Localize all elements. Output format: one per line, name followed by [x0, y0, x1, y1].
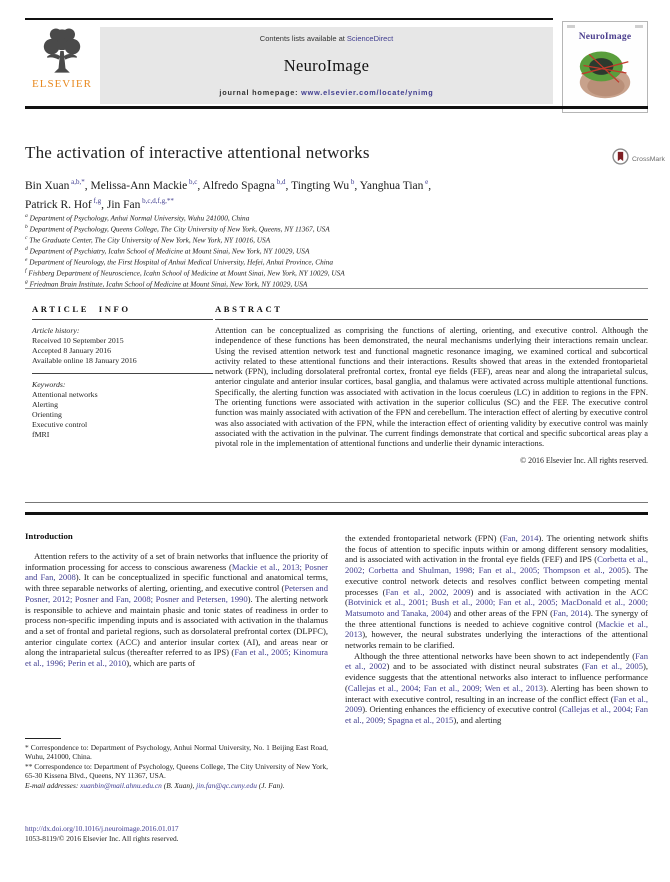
- divider: [32, 319, 213, 320]
- citation-link[interactable]: Fan et al., 2005: [584, 661, 643, 672]
- list-line: Accepted 8 January 2016: [32, 346, 112, 355]
- intro-paragraph-left: [25, 551, 328, 669]
- article-info-column: [32, 304, 213, 440]
- section-heading-introduction: Introduction: [25, 531, 73, 541]
- email-link[interactable]: jin.fan@qc.cuny.edu: [196, 780, 257, 790]
- list-line: Orienting: [32, 410, 62, 419]
- journal-banner: [100, 27, 553, 104]
- correspondence-footnote-2: ** Correspondence to: Department of Psychology, Queens College, The City University of New York, 65-30 Kissena Blvd., Queens, NY 11367, USA.: [25, 761, 328, 781]
- text-segment: ). The orienting network shifts the focus of attention to specific inputs within or among different sensory modalities, and is associated with activation in the frontal eye fields (FEF) and IPS (: [345, 533, 648, 565]
- divider: [25, 502, 648, 503]
- author-affiliation-sup[interactable]: e: [423, 178, 429, 186]
- affiliation: $^g$ Friedman Brain Institute, Icahn School of Medicine at Mount Sinai, New York, NY 10029, USA: [25, 278, 308, 288]
- text-segment: ). The synergy of the three attentional functions is needed to achieve cognitive control (: [345, 607, 649, 629]
- article-info-heading: ARTICLE INFO: [32, 304, 131, 314]
- email-label: E-mail addresses:: [25, 780, 81, 790]
- citation-link[interactable]: Fan et al., 2005; Kinomura et al., 1996; Perin et al., 2010: [25, 647, 328, 669]
- author-affiliation-sup[interactable]: b,c: [187, 178, 198, 186]
- affiliation: $^d$ Department of Psychiatry, Icahn School of Medicine at Mount Sinai, New York, NY 10029, USA: [25, 245, 310, 256]
- text-segment: ). It can be conceptualized in specific functional and anatomical terms, with three separable networks of alerting, orienting, and executive control (: [25, 572, 328, 594]
- text-segment: ). Alerting has been shown to interact with executive control, resulting in an increase of the conflict effect (: [345, 682, 648, 704]
- article-title: The activation of interactive attentional networks: [25, 143, 370, 162]
- cover-decoration: [635, 25, 643, 28]
- email-link[interactable]: xuanbin@mail.ahnu.edu.cn: [80, 780, 162, 790]
- citation-link[interactable]: Mackie et al., 2013; Posner and Fan, 2008: [25, 561, 328, 583]
- list-line: Attentional networks: [32, 390, 98, 399]
- citation-link[interactable]: Petersen and Posner, 2012; Posner and Fan, 2008; Posner and Petersen, 1990: [25, 583, 328, 604]
- body-right-column: [345, 533, 648, 726]
- divider: [25, 288, 648, 289]
- cover-journal-title: NeuroImage: [578, 32, 632, 42]
- affiliation: $^e$ Department of Neurology, the First Hospital of Anhui Medical University, Hefei, Anhui Province, China: [25, 256, 334, 267]
- crossmark-badge[interactable]: [612, 148, 668, 170]
- author-affiliation-sup[interactable]: a,b,*: [69, 178, 85, 186]
- intro-paragraph-right-2: [345, 651, 648, 726]
- article-history-label: Article history:: [32, 326, 80, 335]
- keywords-block: [32, 380, 213, 440]
- author-name: Bin Xuan: [25, 179, 70, 192]
- abstract-copyright: © 2016 Elsevier Inc. All rights reserved.: [520, 455, 648, 465]
- journal-cover-thumbnail[interactable]: [562, 21, 648, 113]
- text-segment: ). The alerting network is responsible to achieve and maintain phasic and tonic states of readiness in order to process non-specific impending inputs and is associated with activation in the thalamus and a set of frontal and parietal regions, such as dorsolateral prefrontal cortex (DLPFC), anterior cingulate cortex (ACC) and anterior insular cortex (AI), and areas near or along the intraparietal sulcus (thereafter referred to as IPS) (: [25, 593, 328, 658]
- author-name: Jin Fan: [106, 198, 141, 211]
- author-name: Yanghua Tian: [359, 179, 424, 192]
- contents-prefix: Contents lists available at: [259, 34, 347, 43]
- author-name: Patrick R. Hof: [25, 198, 92, 211]
- cover-decoration: [567, 25, 575, 28]
- doi-link[interactable]: http://dx.doi.org/10.1016/j.neuroimage.2016.01.017: [25, 824, 179, 833]
- author-name: Tingting Wu: [291, 179, 350, 192]
- citation-link[interactable]: Fan, 2014: [553, 607, 588, 618]
- text-segment: ), evidence suggests that the attentional networks also interact to influence performance (: [345, 661, 649, 693]
- divider: [215, 319, 648, 320]
- text-segment: the extended frontoparietal network (FPN) (: [345, 533, 503, 543]
- abstract-column: [215, 304, 648, 465]
- email-line: E-mail addresses: xuanbin@mail.ahnu.edu.cn (B. Xuan), jin.fan@qc.cuny.edu (J. Fan).: [25, 780, 285, 790]
- list-line: Executive control: [32, 420, 88, 429]
- list-line: Alerting: [32, 400, 58, 409]
- sciencedirect-link[interactable]: ScienceDirect: [346, 34, 394, 43]
- list-line: Received 10 September 2015: [32, 336, 124, 345]
- citation-link[interactable]: Callejas et al., 2004; Fan et al., 2009; Spagna et al., 2015: [345, 704, 648, 725]
- affiliation: $^a$ Department of Psychology, Anhui Normal University, Wuhu 241000, China: [25, 213, 250, 223]
- crossmark-label: CrossMark: [632, 155, 665, 163]
- author-affiliation-sup[interactable]: b,c,d,f,g,**: [140, 196, 174, 205]
- divider: [25, 512, 648, 515]
- brain-cover-image: [572, 88, 638, 105]
- author-name: Melissa-Ann Mackie: [90, 179, 188, 192]
- affiliation: $^f$ Fishberg Department of Neuroscience, Icahn School of Medicine at Mount Sinai, New York, NY 10029, USA: [25, 267, 345, 278]
- text-segment: ), and alerting: [453, 714, 502, 725]
- journal-homepage-link[interactable]: www.elsevier.com/locate/ynimg: [301, 88, 434, 97]
- text-segment: ). The executive control network detects and resolves conflict between competing mental processes (: [345, 565, 648, 597]
- page-footer: [25, 824, 179, 844]
- affiliation-list: [25, 212, 625, 288]
- article-history-lines: [32, 336, 213, 366]
- issn-copyright-line: 1053-8119/© 2016 Elsevier Inc. All rights reserved.: [25, 834, 179, 843]
- journal-name: NeuroImage: [283, 55, 370, 75]
- citation-link[interactable]: Callejas et al., 2004; Fan et al., 2009; Wen et al., 2013: [347, 682, 544, 693]
- citation-link[interactable]: Fan et al., 2002, 2009: [385, 586, 471, 597]
- correspondence-footnote-1: * Correspondence to: Department of Psychology, Anhui Normal University, No. 1 Beijing East Road, Wuhu, 241000, China.: [25, 743, 328, 762]
- affiliation: $^c$ The Graduate Center, The City University of New York, New York, NY 10016, USA: [25, 234, 271, 245]
- author-affiliation-sup[interactable]: b: [349, 178, 355, 186]
- author-name: Alfredo Spagna: [202, 179, 276, 192]
- text-segment: ), which are parts of: [126, 658, 196, 669]
- citation-link[interactable]: Fan, 2014: [502, 533, 539, 543]
- author-affiliation-sup[interactable]: b,d: [275, 178, 286, 186]
- citation-link[interactable]: Fan et al., 2002: [345, 650, 648, 672]
- homepage-line: [219, 88, 433, 97]
- text-segment: ) and to be associated with distinct neural substrates (: [386, 661, 585, 672]
- text-segment: Although the three attentional networks have been shown to act independently (: [354, 650, 636, 661]
- text-segment: ) and other areas of the FPN (: [448, 607, 554, 618]
- elsevier-logo[interactable]: [26, 25, 98, 105]
- abstract-heading: ABSTRACT: [215, 304, 283, 314]
- elsevier-tree-icon: [26, 25, 98, 77]
- keyword-lines: [32, 390, 213, 440]
- body-left-column: [25, 531, 328, 669]
- text-segment: Attention refers to the activity of a set of brain networks that influence the priority of information processing for access to conscious awareness (: [25, 551, 328, 572]
- keywords-label: Keywords:: [32, 380, 66, 389]
- list-line: fMRI: [32, 430, 50, 439]
- crossmark-icon: [612, 148, 629, 170]
- affiliation: $^b$ Department of Psychology, Queens College, The City University of New York, Queens, NY 11367, USA: [25, 223, 330, 234]
- citation-link[interactable]: Botvinick et al., 2001; Bush et al., 2000; Fan et al., 2005; MacDonald et al., 2000; Matsumoto and Tanaka, 2004: [345, 597, 648, 618]
- text-segment: ) and is associated with activation in the ACC (: [345, 586, 648, 608]
- homepage-prefix: journal homepage:: [219, 88, 302, 97]
- text-segment: ). Orienting enhances the efficiency of executive control (: [362, 704, 562, 715]
- divider: [32, 373, 213, 374]
- elsevier-logo-text: ELSEVIER: [32, 78, 92, 90]
- author-affiliation-sup[interactable]: f,g: [91, 196, 102, 205]
- contents-line: [260, 34, 393, 43]
- intro-paragraph-right-1: [345, 533, 648, 651]
- author-list: Bin Xuan $^{a,b,*}$, Melissa-Ann Mackie $^{b,c}$, Alfredo Spagna $^{b,d}$, Tingting Wu $^b$, Yanghua Tian $^e$, Patrick R. Hof $^{f,g}$, Jin Fan $^{b,c,d,f,g,**}$: [25, 178, 432, 211]
- header-bottom-divider: [25, 106, 648, 109]
- text-segment: ), however, the neural substrates underlying the interactions of the attentional networks remain to be clarified.: [345, 629, 648, 651]
- citation-link[interactable]: Corbetta et al., 2002; Corbetta and Shulman, 1998; Fan et al., 2005; Thompson et al., 2005: [345, 554, 648, 576]
- list-line: Available online 18 January 2016: [32, 356, 137, 365]
- header-top-divider: [25, 18, 553, 20]
- citation-link[interactable]: Mackie et al., 2013: [345, 618, 648, 640]
- footnote-divider: [25, 738, 61, 739]
- citation-link[interactable]: Fan et al., 2009: [345, 693, 649, 715]
- footnote-block: [25, 738, 328, 790]
- abstract-text: Attention can be conceptualized as comprising the functions of alerting, orienting, and executive control. Although the independence of these functions has been demonstrated, the neural mechanisms underlying their interactions remain unclear. Using the revised attention network test and functional magnetic resonance imaging, we examined cortical and subcortical activity related to these attentional functions and their interactions. Results showed that areas in the extended frontoparietal network (FPN), including dorsolateral prefrontal cortex, frontal eye fields (FEF), areas near and along the intraparietal sulcus, anterior cingulate and anterior insular cortices, basal ganglia, and thalamus were activated across multiple attentional functions. Specifically, the alerting function was associated with activation in the locus coeruleus (LC) in addition to regions in the FPN. The orienting functions were associated with activation in the superior colliculus (SC) and the FEF. The executive control function was mainly associated with activation of the FPN and cerebellum. The interaction effect of alerting by executive control was also associated with activation of the FPN, while the interaction effect of orienting validity by executive control was mainly associated with the activation in the pulvinar. The current findings demonstrate that cortical and specific subcortical areas play a pivotal role in the implementation of attentional functions and underlie their dynamic interactions.: [215, 326, 648, 449]
